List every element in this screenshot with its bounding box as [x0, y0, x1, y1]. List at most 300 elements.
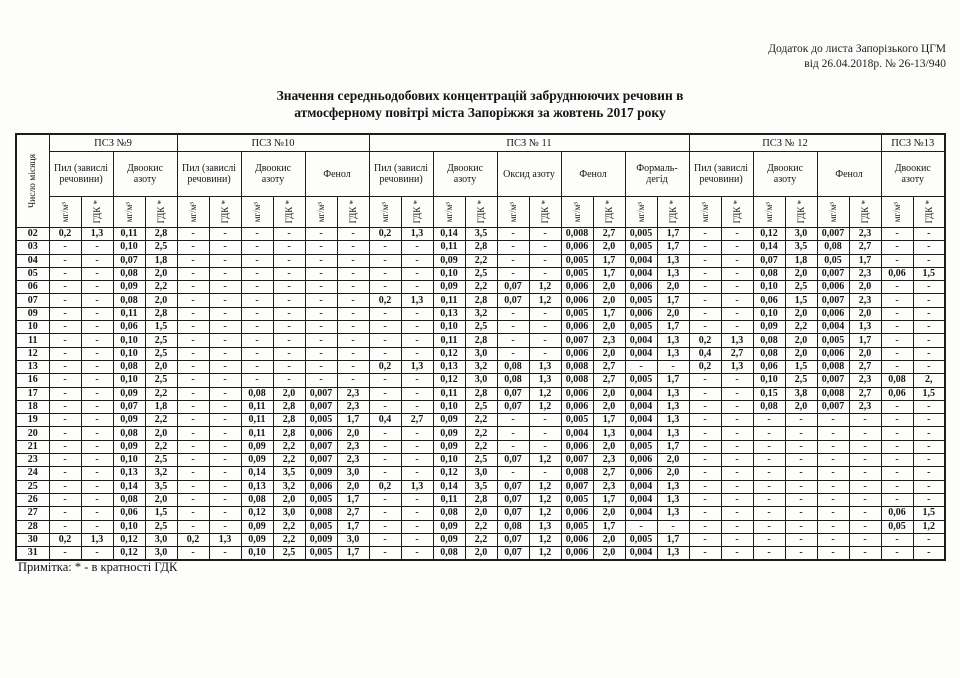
value-cell: 0,005 — [625, 374, 657, 387]
value-cell: 1,7 — [657, 533, 689, 546]
value-cell: 0,05 — [881, 520, 913, 533]
value-cell: 0,006 — [561, 547, 593, 561]
value-cell: - — [241, 360, 273, 373]
value-cell: - — [273, 281, 305, 294]
value-cell: - — [241, 374, 273, 387]
value-cell: - — [209, 347, 241, 360]
value-cell: - — [401, 267, 433, 280]
value-cell: 0,2 — [49, 533, 81, 546]
value-cell: 0,08 — [433, 547, 465, 561]
gdk-header: ГДК * — [913, 197, 945, 228]
value-cell: 2,8 — [465, 493, 497, 506]
day-cell: 17 — [16, 387, 49, 400]
value-cell: 2,0 — [657, 454, 689, 467]
value-cell: 2,2 — [465, 254, 497, 267]
value-cell: - — [913, 241, 945, 254]
value-cell: 1,2 — [529, 294, 561, 307]
day-cell: 13 — [16, 360, 49, 373]
station-header: ПСЗ №9 — [49, 134, 177, 152]
value-cell: 0,10 — [113, 374, 145, 387]
value-cell: 3,2 — [273, 480, 305, 493]
value-cell: 0,006 — [817, 281, 849, 294]
value-cell: 0,12 — [241, 507, 273, 520]
value-cell: 2,2 — [273, 454, 305, 467]
value-cell: 1,2 — [529, 547, 561, 561]
value-cell: 0,006 — [561, 281, 593, 294]
value-cell: - — [337, 254, 369, 267]
value-cell: 0,005 — [817, 334, 849, 347]
value-cell: - — [689, 387, 721, 400]
value-cell: 0,008 — [817, 387, 849, 400]
value-cell: 2,0 — [593, 547, 625, 561]
value-cell: - — [177, 241, 209, 254]
value-cell: - — [81, 454, 113, 467]
value-cell: - — [305, 360, 337, 373]
value-cell: 2,0 — [593, 241, 625, 254]
value-cell: - — [369, 374, 401, 387]
value-cell: - — [913, 467, 945, 480]
value-cell: 0,06 — [881, 387, 913, 400]
value-cell: - — [625, 520, 657, 533]
value-cell: - — [497, 228, 529, 241]
value-cell: 0,007 — [305, 440, 337, 453]
value-cell: - — [177, 228, 209, 241]
value-cell: - — [177, 347, 209, 360]
value-cell: 2,8 — [465, 294, 497, 307]
value-cell: - — [49, 454, 81, 467]
value-cell: - — [401, 347, 433, 360]
value-cell: 0,09 — [433, 440, 465, 453]
value-cell: 1,3 — [81, 228, 113, 241]
value-cell: 0,005 — [561, 414, 593, 427]
value-cell: - — [401, 307, 433, 320]
value-cell: - — [177, 307, 209, 320]
table-row — [16, 467, 945, 480]
value-cell: 1,5 — [913, 507, 945, 520]
value-cell: - — [81, 480, 113, 493]
value-cell: - — [81, 440, 113, 453]
value-cell: 2,0 — [593, 400, 625, 413]
station-header-row — [16, 134, 945, 152]
value-cell: - — [49, 547, 81, 561]
value-cell: 2,2 — [273, 520, 305, 533]
value-cell: - — [817, 467, 849, 480]
value-cell: 1,3 — [401, 294, 433, 307]
value-cell: 2,7 — [337, 507, 369, 520]
value-cell: 0,005 — [305, 493, 337, 506]
value-cell: 0,2 — [369, 480, 401, 493]
value-cell: 2,0 — [657, 307, 689, 320]
unit-header: мг/м³ — [113, 197, 145, 228]
value-cell: 1,3 — [657, 414, 689, 427]
value-cell: - — [721, 241, 753, 254]
value-cell: - — [849, 493, 881, 506]
value-cell: 2,2 — [465, 440, 497, 453]
value-cell: - — [881, 400, 913, 413]
value-cell: 2,5 — [465, 267, 497, 280]
value-cell: - — [177, 507, 209, 520]
substance-header: Фенол — [817, 152, 881, 197]
value-cell: 0,006 — [625, 454, 657, 467]
value-cell: - — [721, 493, 753, 506]
value-cell: - — [721, 321, 753, 334]
value-cell: 1,8 — [785, 254, 817, 267]
value-cell: - — [689, 454, 721, 467]
day-cell: 24 — [16, 467, 49, 480]
table-row — [16, 241, 945, 254]
value-cell: - — [753, 427, 785, 440]
value-cell: 0,007 — [817, 374, 849, 387]
value-cell: - — [209, 520, 241, 533]
value-cell: - — [401, 507, 433, 520]
value-cell: 1,2 — [529, 400, 561, 413]
value-cell: 2,8 — [145, 228, 177, 241]
value-cell: 2,5 — [145, 454, 177, 467]
footnote: Примітка: * - в кратності ГДК — [18, 560, 178, 574]
value-cell: 0,06 — [881, 507, 913, 520]
substance-header: Пил (завислі речовини) — [369, 152, 433, 197]
value-cell: 1,5 — [913, 267, 945, 280]
value-cell: - — [241, 334, 273, 347]
value-cell: - — [81, 294, 113, 307]
value-cell: - — [177, 427, 209, 440]
unit-header: мг/м³ — [369, 197, 401, 228]
value-cell: 0,08 — [433, 507, 465, 520]
value-cell: - — [817, 547, 849, 561]
value-cell: 2,0 — [593, 533, 625, 546]
value-cell: 2,7 — [593, 360, 625, 373]
value-cell: - — [401, 387, 433, 400]
value-cell: - — [913, 334, 945, 347]
value-cell: - — [81, 241, 113, 254]
value-cell: - — [177, 267, 209, 280]
value-cell: 0,009 — [305, 467, 337, 480]
value-cell: 0,09 — [433, 427, 465, 440]
value-cell: 0,10 — [241, 547, 273, 561]
value-cell: - — [881, 480, 913, 493]
value-cell: 0,005 — [561, 520, 593, 533]
value-cell: - — [369, 334, 401, 347]
value-cell: 0,005 — [305, 547, 337, 561]
value-cell: 2,3 — [593, 334, 625, 347]
value-cell: 0,08 — [881, 374, 913, 387]
value-cell: - — [241, 294, 273, 307]
day-cell: 26 — [16, 493, 49, 506]
value-cell: - — [817, 493, 849, 506]
value-cell: - — [177, 454, 209, 467]
value-cell: 0,006 — [561, 347, 593, 360]
value-cell: - — [689, 520, 721, 533]
value-cell: 1,7 — [657, 440, 689, 453]
value-cell: 0,10 — [113, 454, 145, 467]
value-cell: - — [785, 440, 817, 453]
substance-header: Двоокис азоту — [881, 152, 945, 197]
value-cell: - — [81, 334, 113, 347]
value-cell: - — [273, 267, 305, 280]
table-row — [16, 374, 945, 387]
value-cell: 2,3 — [849, 267, 881, 280]
value-cell: - — [817, 440, 849, 453]
value-cell: - — [497, 334, 529, 347]
value-cell: 0,11 — [113, 228, 145, 241]
value-cell: - — [49, 321, 81, 334]
value-cell: 1,2 — [529, 533, 561, 546]
value-cell: 3,0 — [785, 228, 817, 241]
value-cell: - — [241, 267, 273, 280]
value-cell: - — [209, 254, 241, 267]
value-cell: - — [849, 547, 881, 561]
value-cell: - — [209, 360, 241, 373]
value-cell: - — [785, 427, 817, 440]
value-cell: 1,5 — [785, 294, 817, 307]
value-cell: 3,0 — [337, 533, 369, 546]
value-cell: 0,004 — [625, 267, 657, 280]
unit-header: мг/м³ — [177, 197, 209, 228]
value-cell: 1,3 — [849, 321, 881, 334]
value-cell: - — [177, 334, 209, 347]
value-cell: 1,2 — [529, 454, 561, 467]
value-cell: 2,0 — [657, 467, 689, 480]
value-cell: - — [401, 281, 433, 294]
value-cell: - — [209, 400, 241, 413]
substance-header: Двоокис азоту — [753, 152, 817, 197]
value-cell: 1,3 — [657, 254, 689, 267]
value-cell: - — [401, 400, 433, 413]
value-cell: - — [241, 228, 273, 241]
value-cell: - — [49, 387, 81, 400]
value-cell: - — [497, 347, 529, 360]
value-cell: 0,004 — [561, 427, 593, 440]
value-cell: - — [817, 427, 849, 440]
value-cell: 2,3 — [593, 454, 625, 467]
value-cell: - — [753, 533, 785, 546]
value-cell: 2,0 — [785, 267, 817, 280]
value-cell: 0,10 — [433, 400, 465, 413]
value-cell: 0,008 — [561, 228, 593, 241]
value-cell: - — [529, 241, 561, 254]
gdk-header: ГДК * — [465, 197, 497, 228]
value-cell: 0,07 — [497, 454, 529, 467]
table-row — [16, 281, 945, 294]
value-cell: - — [881, 454, 913, 467]
value-cell: 0,4 — [369, 414, 401, 427]
value-cell: - — [273, 228, 305, 241]
value-cell: - — [177, 520, 209, 533]
day-cell: 07 — [16, 294, 49, 307]
value-cell: 0,004 — [625, 427, 657, 440]
value-cell: 3,0 — [145, 547, 177, 561]
unit-header: мг/м³ — [305, 197, 337, 228]
day-cell: 25 — [16, 480, 49, 493]
day-cell: 18 — [16, 400, 49, 413]
value-cell: 0,005 — [625, 241, 657, 254]
value-cell: 2,8 — [273, 427, 305, 440]
value-cell: 2,5 — [785, 281, 817, 294]
value-cell: - — [689, 467, 721, 480]
value-cell: 0,06 — [753, 294, 785, 307]
value-cell: 1,7 — [337, 520, 369, 533]
value-cell: 0,004 — [625, 547, 657, 561]
value-cell: 0,08 — [497, 360, 529, 373]
value-cell: 0,09 — [433, 520, 465, 533]
value-cell: - — [273, 334, 305, 347]
value-cell: 0,007 — [817, 267, 849, 280]
value-cell: - — [497, 467, 529, 480]
value-cell: 0,006 — [561, 294, 593, 307]
table-row — [16, 360, 945, 373]
value-cell: - — [177, 414, 209, 427]
value-cell: - — [721, 374, 753, 387]
gdk-header: ГДК * — [849, 197, 881, 228]
value-cell: 0,008 — [561, 467, 593, 480]
value-cell: 0,07 — [497, 480, 529, 493]
value-cell: 1,7 — [657, 241, 689, 254]
value-cell: - — [337, 307, 369, 320]
value-cell: - — [753, 520, 785, 533]
value-cell: 0,007 — [561, 480, 593, 493]
value-cell: 0,008 — [561, 374, 593, 387]
gdk-header: ГДК * — [657, 197, 689, 228]
value-cell: - — [817, 454, 849, 467]
value-cell: - — [785, 493, 817, 506]
value-cell: - — [753, 414, 785, 427]
value-cell: 0,07 — [497, 294, 529, 307]
value-cell: 0,07 — [497, 387, 529, 400]
value-cell: - — [689, 374, 721, 387]
value-cell: 2,0 — [273, 387, 305, 400]
value-cell: 1,2 — [529, 281, 561, 294]
value-cell: - — [689, 281, 721, 294]
value-cell: 2,3 — [849, 400, 881, 413]
value-cell: 2,2 — [145, 414, 177, 427]
value-cell: - — [401, 334, 433, 347]
value-cell: 0,006 — [625, 281, 657, 294]
value-cell: 1,7 — [593, 414, 625, 427]
value-cell: - — [401, 254, 433, 267]
value-cell: 0,13 — [433, 360, 465, 373]
value-cell: 3,8 — [785, 387, 817, 400]
station-header: ПСЗ №10 — [177, 134, 369, 152]
value-cell: 2,0 — [593, 507, 625, 520]
value-cell: 2,8 — [465, 334, 497, 347]
substance-header: Пил (завислі речовини) — [49, 152, 113, 197]
substance-header: Фенол — [561, 152, 625, 197]
gdk-header: ГДК * — [401, 197, 433, 228]
value-cell: - — [49, 507, 81, 520]
value-cell: 0,07 — [497, 547, 529, 561]
value-cell: - — [785, 467, 817, 480]
value-cell: - — [753, 467, 785, 480]
gdk-header: ГДК * — [593, 197, 625, 228]
value-cell: - — [785, 454, 817, 467]
value-cell: 0,14 — [241, 467, 273, 480]
value-cell: 0,11 — [241, 427, 273, 440]
day-cell: 09 — [16, 307, 49, 320]
value-cell: 1,5 — [913, 387, 945, 400]
value-cell: 1,3 — [401, 480, 433, 493]
value-cell: 3,0 — [145, 533, 177, 546]
value-cell: 2,3 — [593, 480, 625, 493]
unit-header: мг/м³ — [753, 197, 785, 228]
value-cell: 1,3 — [657, 267, 689, 280]
value-cell: 2,5 — [145, 347, 177, 360]
value-cell: 0,005 — [305, 520, 337, 533]
value-cell: 2,7 — [849, 360, 881, 373]
value-cell: 2,0 — [593, 347, 625, 360]
value-cell: - — [369, 387, 401, 400]
value-cell: 0,10 — [753, 374, 785, 387]
value-cell: - — [209, 281, 241, 294]
value-cell: 1,8 — [145, 400, 177, 413]
unit-header-row — [16, 197, 945, 228]
value-cell: 0,08 — [497, 520, 529, 533]
value-cell: - — [49, 360, 81, 373]
value-cell: 2,0 — [593, 281, 625, 294]
value-cell: - — [305, 294, 337, 307]
value-cell: - — [721, 467, 753, 480]
value-cell: - — [753, 507, 785, 520]
value-cell: - — [177, 440, 209, 453]
value-cell: 0,12 — [433, 347, 465, 360]
value-cell: 2,0 — [145, 294, 177, 307]
value-cell: - — [881, 547, 913, 561]
value-cell: 0,006 — [625, 307, 657, 320]
value-cell: - — [785, 520, 817, 533]
value-cell: - — [81, 307, 113, 320]
value-cell: 2,0 — [145, 360, 177, 373]
value-cell: 1,3 — [657, 507, 689, 520]
value-cell: - — [369, 307, 401, 320]
gdk-header: ГДК * — [785, 197, 817, 228]
value-cell: - — [177, 493, 209, 506]
value-cell: - — [209, 467, 241, 480]
value-cell: - — [785, 507, 817, 520]
value-cell: - — [49, 281, 81, 294]
gdk-header: ГДК * — [721, 197, 753, 228]
value-cell: - — [881, 533, 913, 546]
value-cell: - — [689, 267, 721, 280]
value-cell: - — [81, 281, 113, 294]
value-cell: - — [209, 307, 241, 320]
value-cell: - — [913, 360, 945, 373]
value-cell: - — [337, 321, 369, 334]
appendix-reference-line1: Додаток до листа Запорізького ЦГМ — [768, 43, 946, 55]
value-cell: - — [209, 480, 241, 493]
value-cell: - — [913, 321, 945, 334]
value-cell: - — [497, 414, 529, 427]
value-cell: 2,7 — [593, 228, 625, 241]
value-cell: - — [305, 228, 337, 241]
value-cell: - — [81, 507, 113, 520]
value-cell: 2,0 — [849, 347, 881, 360]
pollution-concentration-table — [15, 133, 946, 561]
value-cell: - — [177, 321, 209, 334]
unit-header: мг/м³ — [433, 197, 465, 228]
value-cell: 0,008 — [817, 360, 849, 373]
value-cell: 2,0 — [273, 493, 305, 506]
value-cell: - — [369, 507, 401, 520]
value-cell: 0,10 — [753, 281, 785, 294]
table-row — [16, 267, 945, 280]
value-cell: 1,2 — [529, 493, 561, 506]
value-cell: 0,11 — [113, 307, 145, 320]
station-header: ПСЗ № 12 — [689, 134, 881, 152]
value-cell: - — [273, 241, 305, 254]
value-cell: 1,5 — [785, 360, 817, 373]
table-row — [16, 334, 945, 347]
value-cell: 2,3 — [849, 374, 881, 387]
value-cell: - — [753, 547, 785, 561]
